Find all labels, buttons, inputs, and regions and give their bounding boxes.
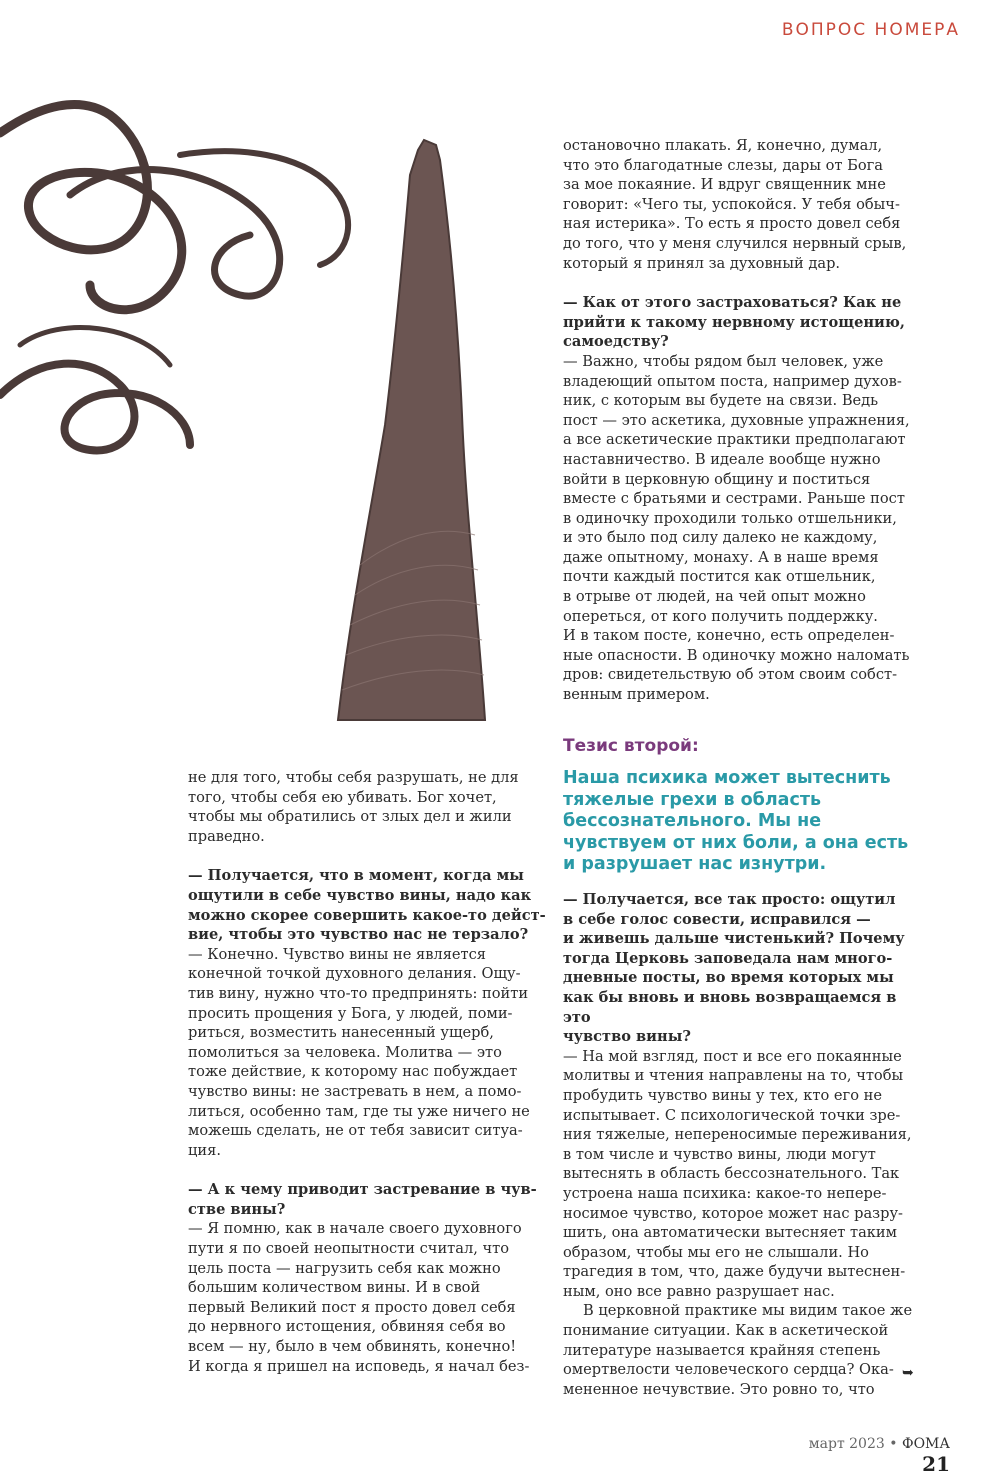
footer-separator: • (889, 1436, 898, 1452)
magazine-name: ФОМА (901, 1436, 950, 1452)
paragraph: — Конечно. Чувство вины не является конечной точкой духовного делания. Ощу- тив вину, нужно что-то предпринять: пойти просить прощения у Бога, у людей, поми- риться, возместить нанесенный ущерб, помолиться за человека. Молитва — это тоже действие, к которому нас побуждает чувство вины: не застревать в нем, а помо- литься, особенно там, где ты уже ничего не можешь сделать, не от тебя зависит ситуа- ция. (188, 945, 530, 1159)
continue-arrow-icon: ➥ (902, 1365, 914, 1381)
section-tag: ВОПРОС НОМЕРА (781, 20, 960, 40)
article-column-left (188, 768, 548, 1376)
page-footer (780, 1436, 950, 1476)
interview-question: — Получается, что в момент, когда мы ощутили в себе чувство вины, надо как можно скорее совершить какое-то дейст- вие, чтобы это чувство нас не терзало? (188, 867, 546, 944)
paragraph: — Я помню, как в начале своего духовного пути я по своей неопытности считал, что цель поста — нагрузить себя как можно большим количеством вины. И в свой первый Великий пост я просто довел себя до нервного истощения, обвиняя себя во всем — ну, было в чем обвинять, конечно! И когда я пришел на исповедь, я начал без- (188, 1220, 530, 1375)
thesis-statement: Наша психика может вытеснить тяжелые грехи в область бессознательного. Мы не чувствуем от них боли, а она есть и разрушает нас изнутри. (563, 768, 909, 874)
page-number: 21 (922, 1452, 950, 1476)
interview-question: — Как от этого застраховаться? Как не прийти к такому нервному истощению, самоедству? (563, 294, 905, 351)
thesis-heading: Тезис второй: (563, 736, 699, 756)
ribbon-swirl (0, 105, 348, 451)
article-column-right-top (563, 136, 923, 705)
paragraph: остановочно плакать. Я, конечно, думал, что это благодатные слезы, дары от Бога за мое покаяние. И вдруг священник мне говорит: «Чего ты, успокойся. У тебя обыч- ная истерика». То есть я просто довел себя до того, что у меня случился нервный срыв, который я принял за духовный дар. (563, 137, 907, 272)
paragraph: не для того, чтобы себя разрушать, не для того, чтобы себя ею убивать. Бог хочет, чтобы мы обратились от злых дел и жили праведно. (188, 769, 519, 845)
tall-figure (338, 140, 485, 720)
issue-date: март 2023 (808, 1436, 885, 1452)
interview-question: — Получается, все так просто: ощутил в себе голос совести, исправился — и живешь дальше чистенький? Почему тогда Церковь заповедала нам много- дневные посты, во время которых мы как бы вновь и вновь возвращаемся в это чувство вины? (563, 891, 905, 1046)
interview-question: — А к чему приводит застревание в чув- стве вины? (188, 1181, 537, 1218)
article-column-right-bottom (563, 890, 923, 1399)
paragraph: — На мой взгляд, пост и все его покаянные молитвы и чтения направлены на то, чтобы пробудить чувство вины у тех, кто его не испытывает. С психологической точки зре- ния тяжелые, непереносимые переживания, в том числе и чувство вины, люди могут вытеснять в область бессознательного. Так устроена наша психика: какое-то непере- носимое чувство, которое может нас разру- шить, она автоматически вытесняет таким образом, чтобы мы его не слышали. Но трагедия в том, что, даже будучи вытеснен- ным, оно все равно разрушает нас. (563, 1047, 912, 1300)
paragraph: — Важно, чтобы рядом был человек, уже владеющий опытом поста, например духов- ник, с которым вы будете на связи. Ведь пост — это аскетика, духовные упражнения, а все аскетические практики предполагают наставничество. В идеале вообще нужно войти в церковную общину и поститься вместе с братьями и сестрами. Раньше пост в одиночку проходили только отшельники, и это было под силу далеко не каждому, даже опытному, монаху. А в наше время почти каждый постится как отшельник, в отрыве от людей, на чей опыт можно опереться, от кого получить поддержку. И в таком посте, конечно, есть определен- ные опасности. В одиночку можно наломать дров: свидетельствую об этом своим собст- венным примером. (563, 352, 910, 704)
paragraph: В церковной практике мы видим такое же понимание ситуации. Как в аскетической литературе называется крайняя степень омертвелости человеческого сердца? Ока- мененное нечувствие. Это ровно то, что (563, 1302, 913, 1398)
illustration (0, 95, 560, 735)
